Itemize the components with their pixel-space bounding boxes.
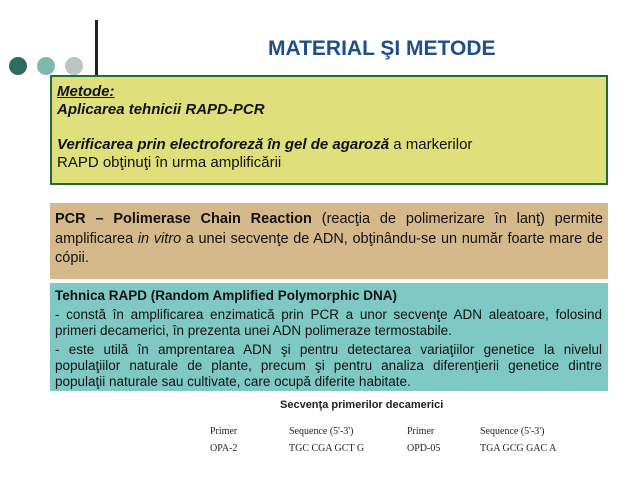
table-header-primer-2: Primer [407,426,435,437]
table-cell-sequence-opd05: TGA GCG GAC A [480,443,557,454]
table-cell-sequence-opa2: TGC CGA GCT G [289,443,365,454]
verificarea-line [57,136,606,154]
table-cell-primer-opd05: OPD-05 [407,443,441,454]
rapd-point-1: - constă în amplificarea enzimatică prin PCR a unor secvenţe ADN aleatoare, folosind primeri decamerici, în prezenta unei ADN polimeraze termostabile. [55,307,602,338]
table-header-sequence-2: Sequence (5'-3') [480,426,545,437]
metode-heading: Metode: [57,83,115,100]
verificarea-rest-text: a markerilor [389,136,473,153]
decorative-dot-light [65,57,83,75]
verificarea-bold-text: Verificarea prin electroforeză în gel de agaroză [57,136,390,153]
metode-subheading: Aplicarea tehnicii RAPD-PCR [57,101,265,118]
decorative-vertical-line [95,20,98,78]
rapd-heading: Tehnica RAPD (Random Amplified Polymorphic DNA) [55,288,398,303]
decorative-dot-medium [37,57,55,75]
primers-table-title: Secvenţa primerilor decamerici [280,399,444,411]
rapd-box [50,283,608,391]
pcr-italic-term: in vitro [137,230,182,247]
rapd-point-2: - este utilă în amprentarea ADN şi pentru detectarea variaţiilor genetice la nivelul populaţiilor naturale de plante, precum şi pentru analiza diferenţierii genetice dintre populaţii naturale sau cultivate, care ocupă diferite habitate. [55,342,602,389]
pcr-text-1: (reacţia de polimerizare în lanţ) permite amplificarea [55,211,603,247]
metode-box [50,75,608,185]
verificarea-line-2: RAPD obţinuţi în urma amplificării [57,154,282,171]
pcr-text-2: a unei secvenţe de ADN, obţinându-se un număr foarte mare de cópii. [55,230,603,266]
decorative-dot-dark [9,57,27,75]
pcr-box [50,203,608,279]
table-header-sequence-1: Sequence (5'-3') [289,426,354,437]
pcr-bold-term: PCR – Polimerase Chain Reaction [55,211,312,227]
table-header-primer-1: Primer [210,426,238,437]
table-cell-primer-opa2: OPA-2 [210,443,238,454]
slide-title: MATERIAL ŞI METODE [268,37,496,60]
